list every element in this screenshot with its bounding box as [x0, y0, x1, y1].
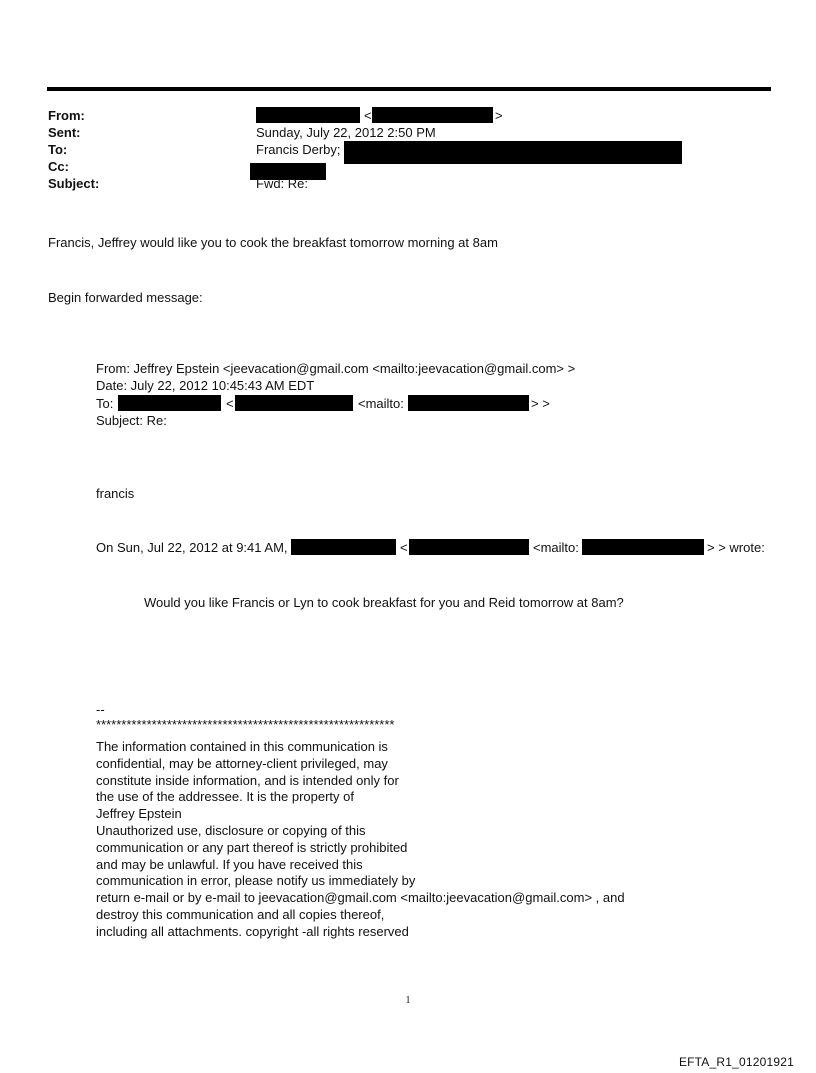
cc-label: Cc: [48, 159, 69, 174]
redaction-on-email [409, 539, 529, 555]
intro-text: Francis, Jeffrey would like you to cook the breakfast tomorrow morning at 8am [48, 235, 498, 250]
begin-forwarded: Begin forwarded message: [48, 290, 203, 305]
fwd-date-line: Date: July 22, 2012 10:45:43 AM EDT [96, 378, 315, 393]
from-open-bracket: < [364, 108, 372, 123]
fwd-to-mailto: <mailto: [358, 396, 404, 411]
document-id: EFTA_R1_01201921 [678, 1055, 794, 1069]
header-rule [47, 87, 771, 91]
disclaimer-line: and may be unlawful. If you have received this [96, 856, 363, 872]
fwd-to-open-bracket: < [226, 396, 234, 411]
disclaimer-line: return e-mail or by e-mail to jeevacation@gmail.com <mailto:jeevacation@gmail.com> , and [96, 890, 625, 906]
redaction-to [344, 141, 682, 164]
redaction-from-email [372, 107, 493, 123]
redaction-on-mailto [582, 539, 704, 555]
page-number: 1 [405, 995, 411, 1006]
disclaimer-line: communication or any part thereof is strictly prohibited [96, 839, 408, 855]
signature-dashes: -- [96, 702, 105, 717]
redaction-from-name [256, 107, 360, 123]
sent-value: Sunday, July 22, 2012 2:50 PM [256, 125, 436, 140]
on-wrote-suffix: > > wrote: [707, 540, 765, 555]
fwd-to-label: To: [96, 396, 114, 411]
redaction-fwd-to-name [118, 395, 221, 411]
subject-label: Subject: [48, 176, 100, 191]
fwd-subject-line: Subject: Re: [96, 413, 167, 428]
disclaimer-line: confidential, may be attorney-client privileged, may [96, 755, 388, 771]
signature-stars: *********************************************************** [96, 717, 395, 732]
on-wrote-prefix: On Sun, Jul 22, 2012 at 9:41 AM, [96, 540, 288, 555]
disclaimer-line: The information contained in this communication is [96, 739, 388, 754]
fwd-from-line: From: Jeffrey Epstein <jeevacation@gmail.com <mailto:jeevacation@gmail.com> > [96, 361, 576, 376]
sent-label: Sent: [48, 125, 81, 140]
disclaimer-text [96, 739, 625, 941]
redaction-fwd-to-mailto [408, 395, 529, 411]
disclaimer-line: the use of the addressee. It is the property of [96, 789, 354, 805]
fwd-to-close: > > [531, 396, 550, 411]
reply-text: francis [96, 486, 135, 501]
disclaimer-line: destroy this communication and all copies thereof, [96, 906, 385, 922]
disclaimer-line: Jeffrey Epstein [96, 806, 182, 822]
on-open-bracket: < [400, 540, 408, 555]
from-close-bracket: > [495, 108, 503, 123]
redaction-on-name [291, 539, 396, 555]
subject-value: Fwd: Re: [256, 176, 309, 191]
disclaimer-line: including all attachments. copyright -all rights reserved [96, 923, 409, 939]
disclaimer-line: communication in error, please notify us immediately by [96, 873, 416, 889]
to-label: To: [48, 142, 68, 157]
redaction-fwd-to-email [235, 395, 353, 411]
on-mailto: <mailto: [533, 540, 579, 555]
from-label: From: [48, 108, 85, 123]
to-value: Francis Derby; [256, 142, 341, 157]
disclaimer-line: Unauthorized use, disclosure or copying of this [96, 822, 366, 838]
quoted-message: Would you like Francis or Lyn to cook breakfast for you and Reid tomorrow at 8am? [144, 595, 624, 610]
disclaimer-line: constitute inside information, and is intended only for [96, 772, 399, 788]
